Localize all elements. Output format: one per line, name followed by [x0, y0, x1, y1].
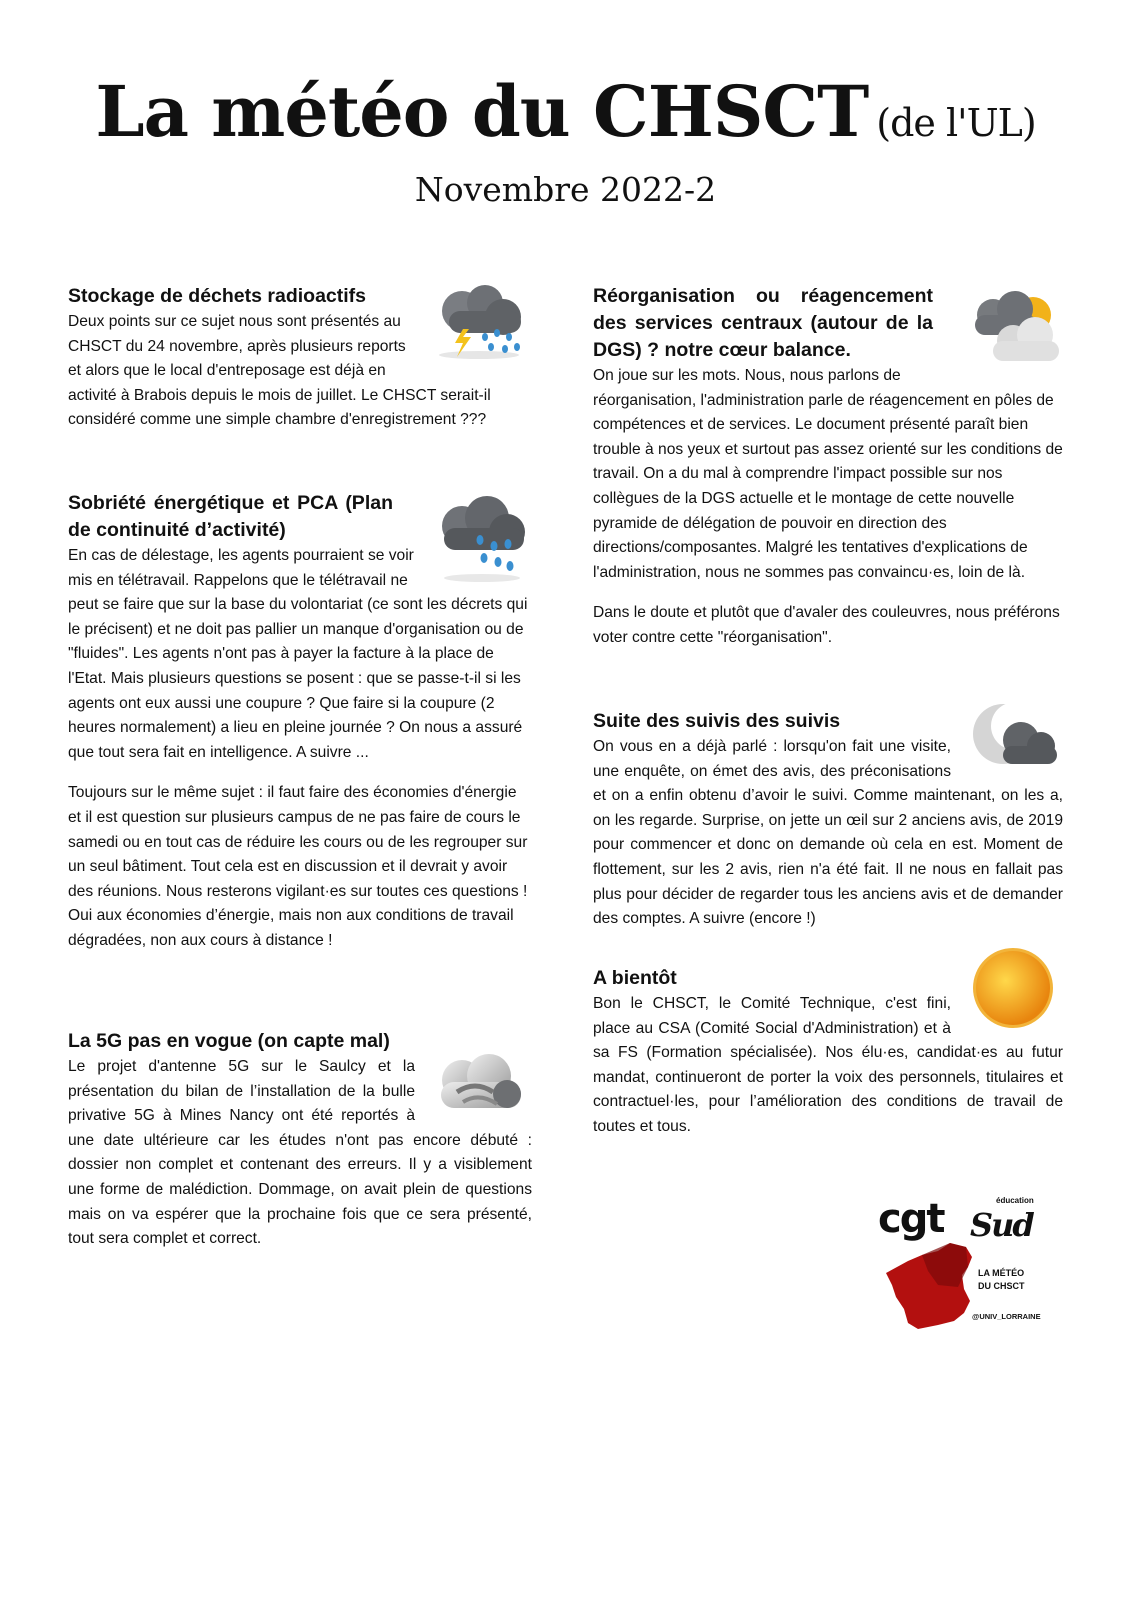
section-heading: Stockage de déchets radioactifs — [68, 285, 367, 307]
section-see-you-soon — [593, 965, 1063, 1140]
logo-caption-2: DU CHSCT — [978, 1281, 1025, 1291]
section-heading: Réorganisation ou réagencement des services centraux (autour de la DGS) ? notre cœur balance. — [593, 285, 933, 361]
page-title — [0, 70, 1131, 153]
title-main: La météo du CHSCT — [95, 70, 869, 153]
section-paragraph: Le projet d'antenne 5G sur le Saulcy et la présentation du bilan de l’installation de la bulle privative 5G à Mines Nancy ont été reportés à une date ultérieure car les études n'ont pas encore débuté : dossier non complet et contenant des erreurs. Il y a visiblement une forme de malédiction. Dommage, on avait plein de questions mais on va espérer que la prochaine fois que ce sera présenté, tout sera complet et correct. — [68, 1058, 532, 1248]
wind-cloud-icon — [427, 1048, 532, 1128]
section-reorganisation — [593, 283, 1063, 708]
title-suffix: (de l'UL) — [876, 101, 1036, 145]
section-heading: Sobriété énergétique et PCA (Plan de continuité d’activité) — [68, 492, 393, 541]
partly-cloudy-icon — [963, 285, 1063, 367]
section-heading: Suite des suivis des suivis — [593, 710, 841, 732]
page-subtitle: Novembre 2022-2 — [414, 170, 717, 209]
section-paragraph: Deux points sur ce sujet nous sont présentés au CHSCT du 24 novembre, après plusieurs reports et alors que le local d'entreposage est déjà en activité à Brabois depuis le mois de juillet. Le CHSCT serait-il considéré comme une simple chambre d'enregistrement ??? — [68, 313, 491, 429]
section-paragraph: On joue sur les mots. Nous, nous parlons de réorganisation, l'administration parle de réagencement en pôles de compétences et de services. Le document présenté paraît bien trouble à nos yeux et surtout pas assez orienté sur les conditions de travail. On a du mal à comprendre l'impact possible sur nos collègues de la DGS actuelle et le montage de cette nouvelle pyramide de délégation de pouvoir en direction des directions/composantes. Malgré les tentatives d'explications de l'administration, nous ne sommes pas convaincu·es, loin de là. — [593, 367, 1063, 581]
cgt-sud-logo — [878, 1195, 1058, 1340]
section-heading: La 5G pas en vogue (on capte mal) — [68, 1030, 390, 1052]
cgt-wordmark: cgt — [878, 1196, 944, 1242]
section-energy-sobriety — [68, 490, 532, 1028]
sud-sub: éducation — [996, 1196, 1034, 1205]
section-heading: A bientôt — [593, 967, 677, 989]
section-paragraph: En cas de délestage, les agents pourraient se voir mis en télétravail. Rappelons que le télétravail ne peut se faire que sur la base du volontariat (ce sont les décrets qui le précisent) et ne doit pas pallier un manque d'organisation ou de "fluides". Les agents n'ont pas à payer la facture à la place de l'Etat. Mais plusieurs questions se posent : que se passe-t-il si les agents ont eux aussi une coupure ? Que faire si la coupure (2 heures normalement) a lieu en pleine journée ? On nous a assuré que tout sera fait en intelligence. A suivre ... — [68, 547, 528, 761]
section-radioactive-waste — [68, 283, 532, 490]
section-paragraph: Bon le CHSCT, le Comité Technique, c'est fini, place au CSA (Comité Social d'Administration) et à sa FS (Formation spécialisée). Nos élu·es, candidat·es au futur mandat, continueront de porter la voix des personnels, titulaires et contractuel·les, pour l’amélioration des conditions de travail de toutes et tous. — [593, 995, 1063, 1135]
section-paragraph: Toujours sur le même sujet : il faut faire des économies d'énergie et il est question sur plusieurs campus de ne pas faire de cours le samedi ou en tout cas de réduire les cours ou de les regrouper sur un seul bâtiment. Tout cela est en discussion et il devrait y avoir des réunions. Nous resterons vigilant·es sur toutes ces questions ! Oui aux économies d’énergie, mais non aux conditions de travail dégradées, non aux cours à distance ! — [68, 784, 528, 949]
section-follow-up — [593, 708, 1063, 965]
logo-handle: @UNIV_LORRAINE — [972, 1312, 1041, 1321]
sud-wordmark: Sud — [970, 1206, 1033, 1244]
thunderstorm-icon — [427, 281, 532, 361]
sun-icon — [963, 943, 1063, 1033]
section-paragraph: Dans le doute et plutôt que d'avaler des couleuvres, nous préférons voter contre cette "réorganisation". — [593, 604, 1060, 646]
left-column — [68, 283, 532, 1252]
logo-caption-1: LA MÉTÉO — [978, 1268, 1025, 1278]
moon-cloud-icon — [963, 696, 1063, 776]
right-column — [593, 283, 1063, 1140]
section-5g — [68, 1028, 532, 1252]
section-paragraph: On vous en a déjà parlé : lorsqu'on fait une visite, une enquête, on émet des avis, des préconisations et on a enfin obtenu d’avoir le suivi. Comme maintenant, on les a, on les regarde. Surprise, on jette un œil sur 2 anciens avis, de 2019 pour commencer et donc on demande où cela en est. Moment de flottement, sur les 2 avis, rien n'a été fait. Il ne nous en fallait pas plus pour décider de regarder tous les anciens avis et de demander des comptes. A suivre (encore !) — [593, 738, 1063, 928]
rain-cloud-icon — [432, 492, 532, 584]
